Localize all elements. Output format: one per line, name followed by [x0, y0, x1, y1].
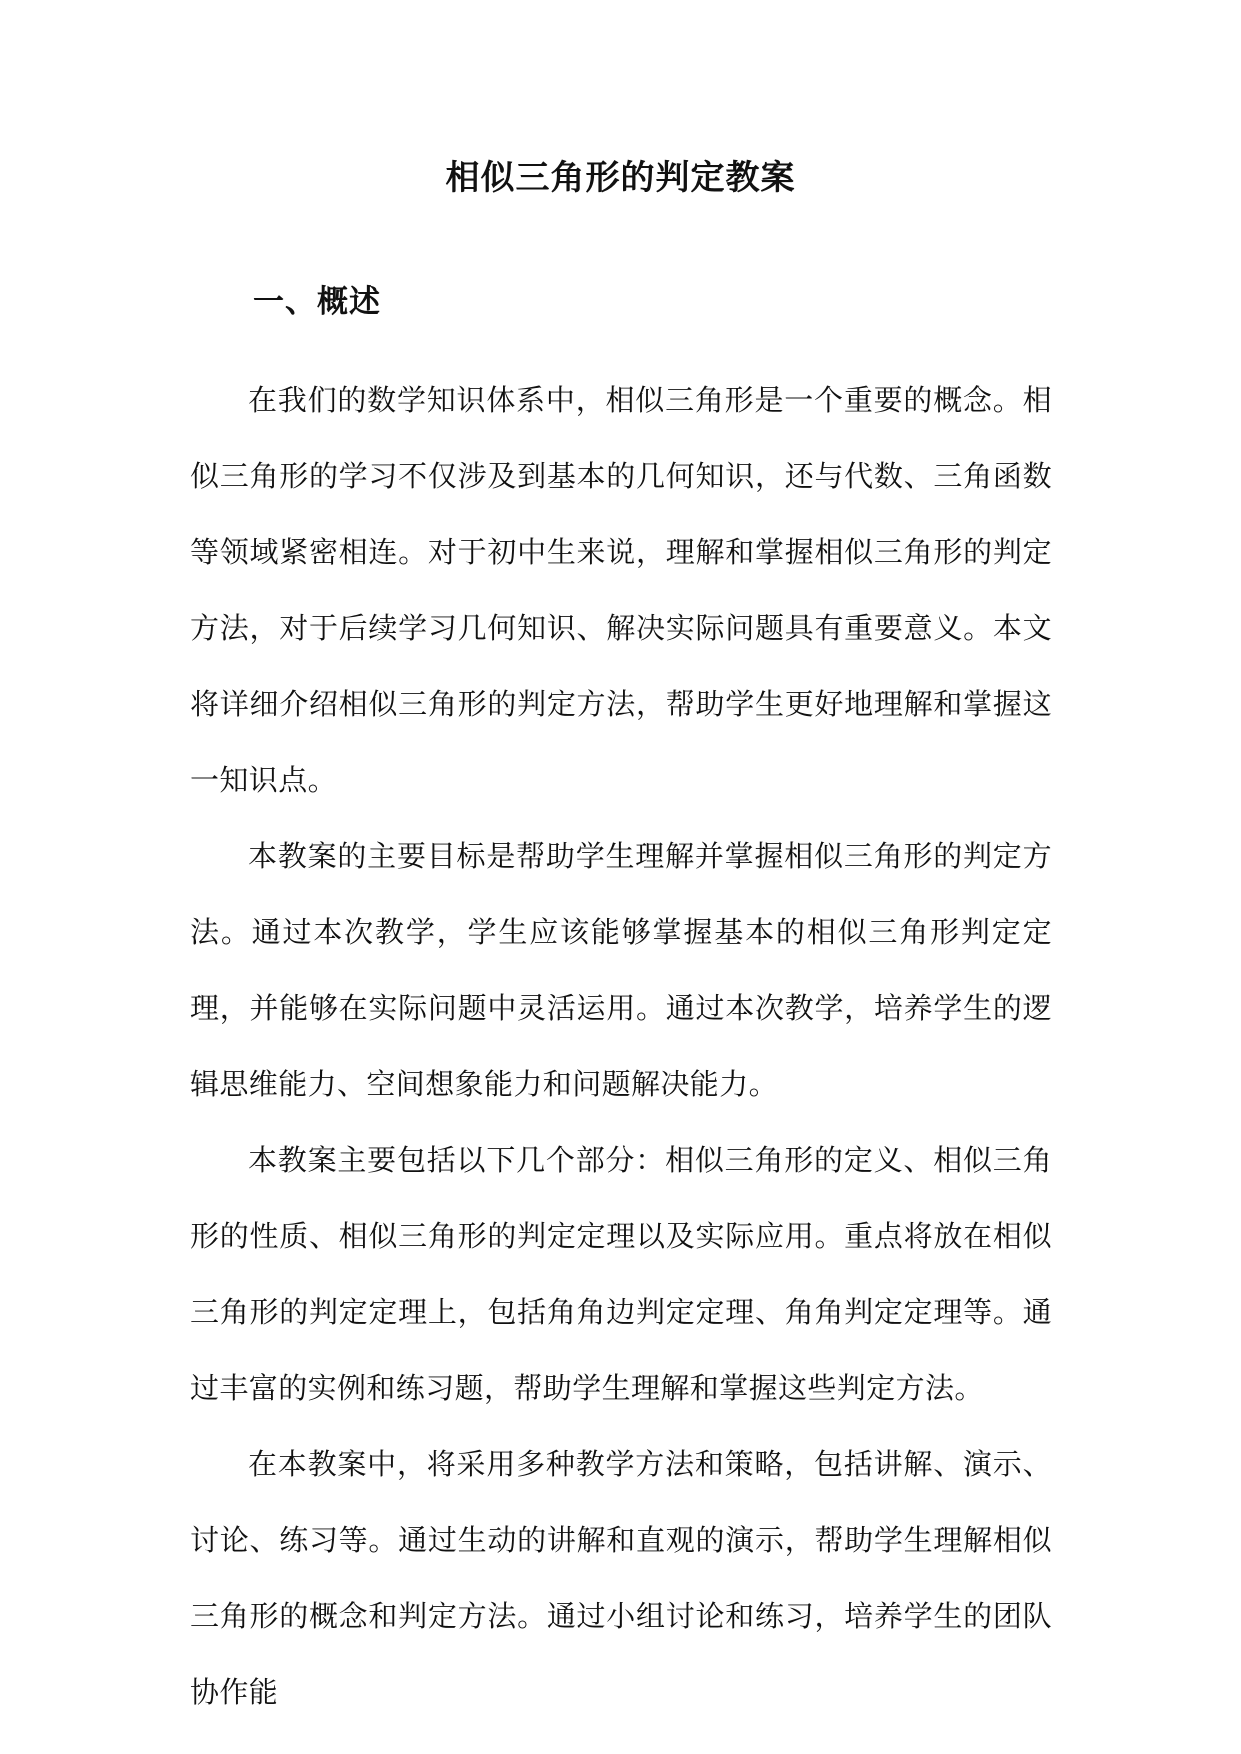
section-heading: 一、概述: [253, 284, 381, 320]
body-text: [190, 362, 1052, 1730]
paragraph: 本教案的主要目标是帮助学生理解并掌握相似三角形的判定方法。通过本次教学，学生应该能够掌握基本的相似三角形判定定理，并能够在实际问题中灵活运用。通过本次教学，培养学生的逻辑思维能力、空间想象能力和问题解决能力。: [190, 839, 1052, 1101]
document-title: 相似三角形的判定教案: [445, 158, 796, 198]
paragraph: 在本教案中，将采用多种教学方法和策略，包括讲解、演示、讨论、练习等。通过生动的讲解和直观的演示，帮助学生理解相似三角形的概念和判定方法。通过小组讨论和练习，培养学生的团队协作能: [190, 1447, 1052, 1709]
paragraph: 在我们的数学知识体系中，相似三角形是一个重要的概念。相似三角形的学习不仅涉及到基本的几何知识，还与代数、三角函数等领域紧密相连。对于初中生来说，理解和掌握相似三角形的判定方法，对于后续学习几何知识、解决实际问题具有重要意义。本文将详细介绍相似三角形的判定方法，帮助学生更好地理解和掌握这一知识点。: [190, 383, 1052, 797]
paragraph: 本教案主要包括以下几个部分：相似三角形的定义、相似三角形的性质、相似三角形的判定定理以及实际应用。重点将放在相似三角形的判定定理上，包括角角边判定定理、角角判定定理等。通过丰富的实例和练习题，帮助学生理解和掌握这些判定方法。: [190, 1143, 1052, 1405]
